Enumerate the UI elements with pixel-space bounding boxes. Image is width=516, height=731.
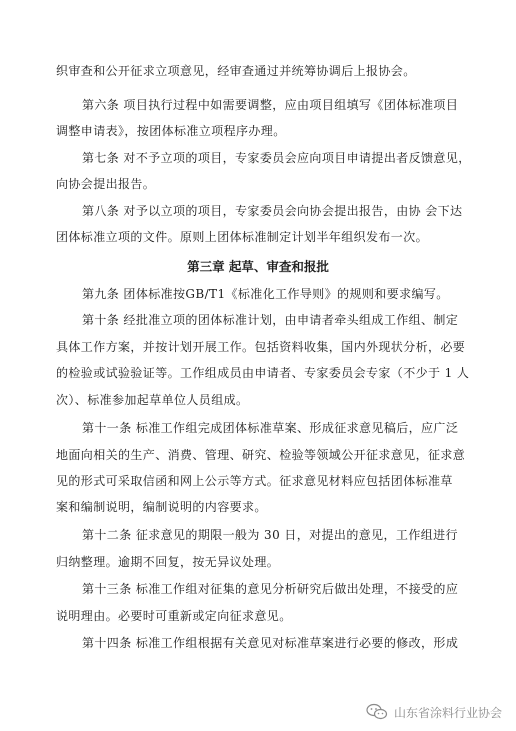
text-line: 归纳整理。逾期不回复，按无异议处理。	[56, 555, 280, 569]
text-line: 第九条 团体标准按GB/T1《标准化工作导则》的规则和要求编写。	[82, 287, 449, 301]
text-line: 次）、标准参加起草单位人员组成。	[56, 393, 249, 407]
text-line: 具体工作方案，并按计划开展工作。包括资料收集，国内外现状分析，必要	[56, 340, 466, 354]
text-line: 的检验或试验验证等。工作组成员由申请者、专家委员会专家（不少于 1 人	[56, 366, 470, 380]
text-line: 第十二条 征求意见的期限一般为 30 日，对提出的意见，工作组进行	[82, 528, 458, 542]
text-line: 第十三条 标准工作组对征集的意见分析研究后做出处理，不接受的应	[82, 582, 459, 596]
chapter-heading: 第三章 起草、审查和报批	[187, 259, 329, 274]
text-line: 第六条 项目执行过程中如需要调整，应由项目组填写《团体标准项目	[82, 98, 459, 112]
text-line: 第八条 对予以立项的项目，专家委员会向协会提出报告，由协 会下达	[82, 204, 463, 218]
text-line: 地面向相关的生产、消费、管理、研究、检验等领域公开征求意见，征求意	[56, 448, 466, 462]
text-line: 第十四条 标准工作组根据有关意见对标准草案进行必要的修改，形成	[82, 636, 459, 650]
text-line: 织审查和公开征求立项意见，经审查通过并统筹协调后上报协会。	[56, 64, 416, 78]
text-line: 团体标准立项的文件。原则上团体标准制定计划半年组织发布一次。	[56, 230, 429, 244]
text-line: 说明理由。必要时可重新或定向征求意见。	[56, 609, 292, 623]
text-line: 见的形式可采取信函和网上公示等方式。征求意见材料应包括团体标准草	[56, 474, 453, 488]
text-line: 向协会提出报告。	[56, 177, 156, 191]
text-line: 案和编制说明，编制说明的内容要求。	[56, 500, 267, 514]
watermark	[366, 703, 502, 721]
text-line: 第十一条 标准工作组完成团体标准草案、形成征求意见稿后，应广泛	[82, 421, 459, 435]
text-line: 第十条 经批准立项的团体标准计划，由申请者牵头组成工作组、制定	[82, 313, 459, 327]
text-line: 调整申请表》，按团体标准立项程序办理。	[56, 124, 286, 138]
wechat-icon	[366, 703, 388, 721]
text-line: 第七条 对不予立项的项目，专家委员会应向项目申请提出者反馈意见，	[82, 151, 471, 165]
watermark-text: 山东省涂料行业协会	[393, 705, 502, 720]
